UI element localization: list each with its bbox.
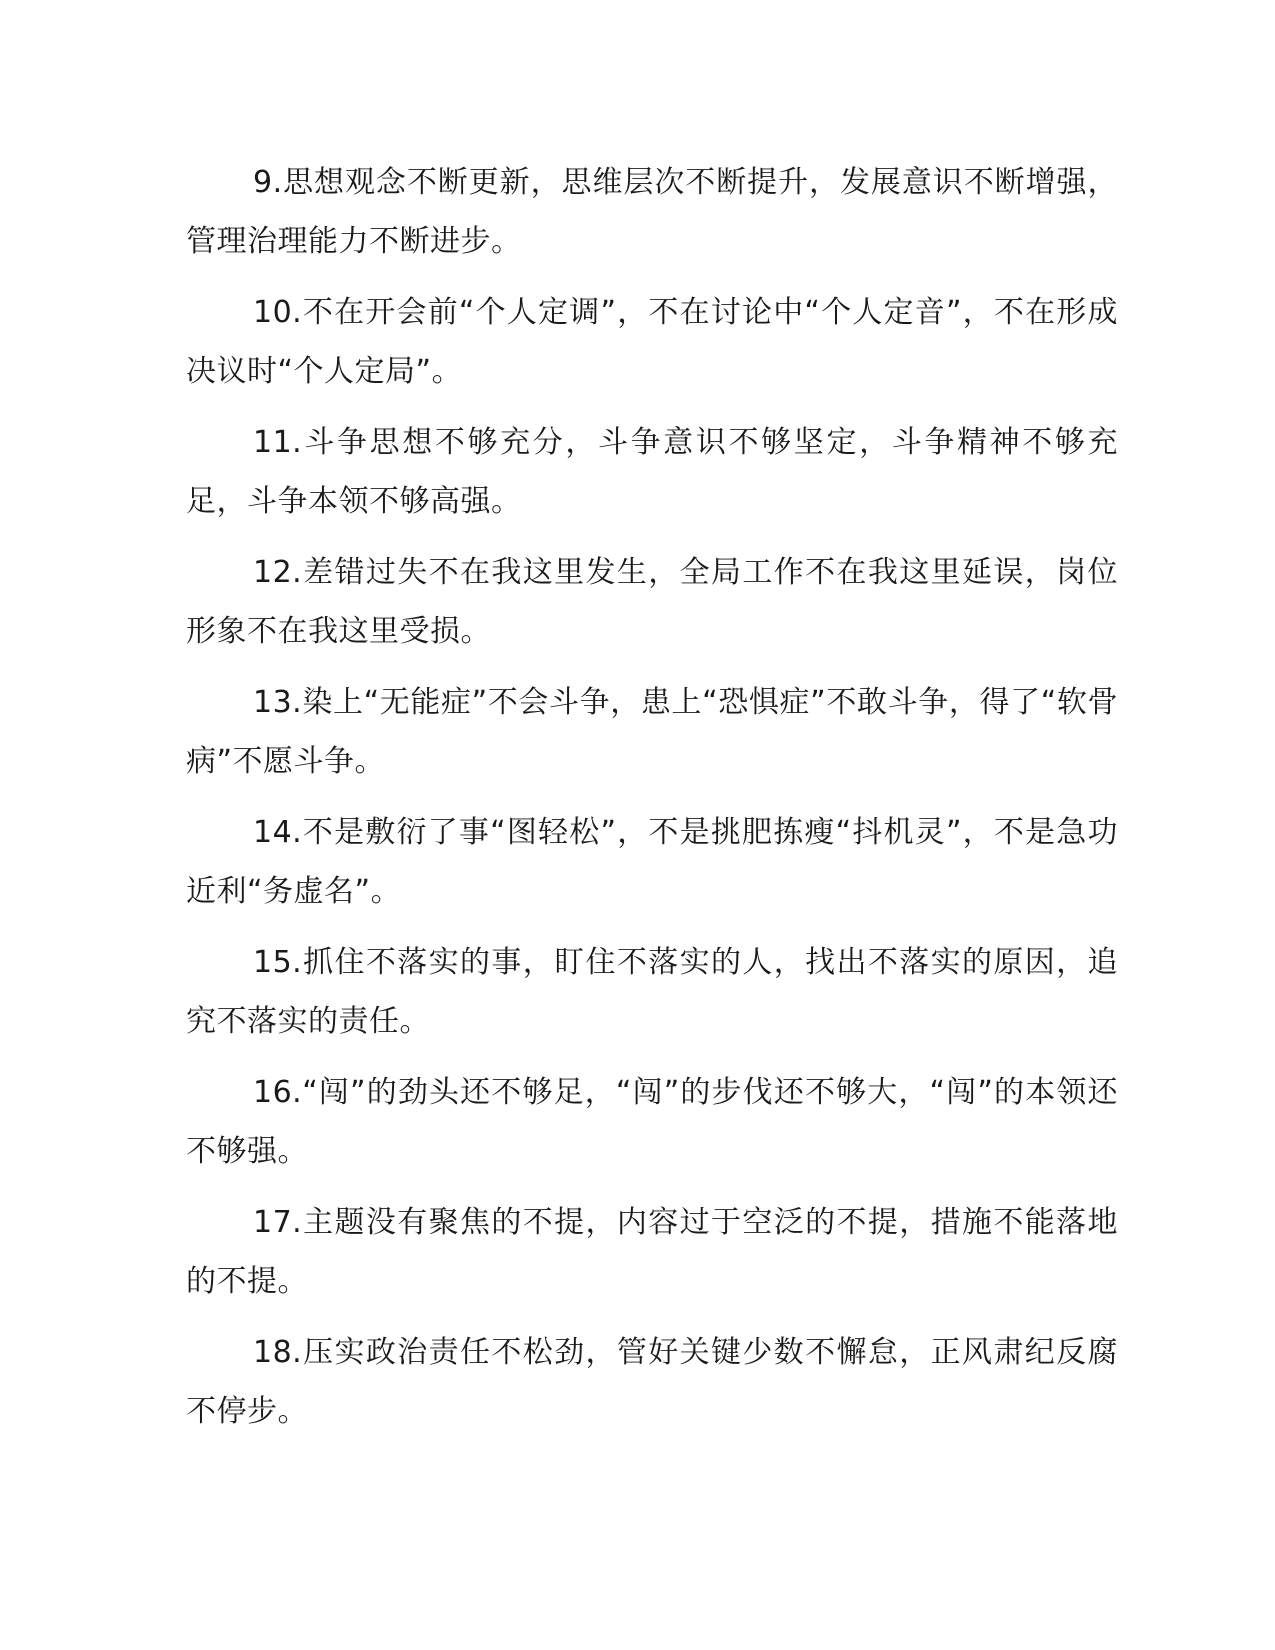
paragraph-12: 12.差错过失不在我这里发生，全局工作不在我这里延误，岗位形象不在我这里受损。 [186,555,1118,649]
paragraph-16: 16.“闯”的劲头还不够足，“闯”的步伐还不够大，“闯”的本领还不够强。 [186,1075,1118,1169]
paragraph-10: 10.不在开会前“个人定调”，不在讨论中“个人定音”，不在形成决议时“个人定局”。 [186,295,1118,389]
paragraph-14: 14.不是敷衍了事“图轻松”，不是挑肥拣瘦“抖机灵”，不是急功近利“务虚名”。 [186,815,1118,909]
paragraph-9: 9.思想观念不断更新，思维层次不断提升，发展意识不断增强，管理治理能力不断进步。 [186,165,1118,259]
paragraph-11: 11.斗争思想不够充分，斗争意识不够坚定，斗争精神不够充足，斗争本领不够高强。 [186,425,1118,519]
paragraph-18: 18.压实政治责任不松劲，管好关键少数不懈怠，正风肃纪反腐不停步。 [186,1335,1118,1429]
paragraph-17: 17.主题没有聚焦的不提，内容过于空泛的不提，措施不能落地的不提。 [186,1205,1118,1299]
paragraph-13: 13.染上“无能症”不会斗争，患上“恐惧症”不敢斗争，得了“软骨病”不愿斗争。 [186,685,1118,779]
paragraph-15: 15.抓住不落实的事，盯住不落实的人，找出不落实的原因，追究不落实的责任。 [186,945,1118,1039]
document-body [186,153,1118,1453]
